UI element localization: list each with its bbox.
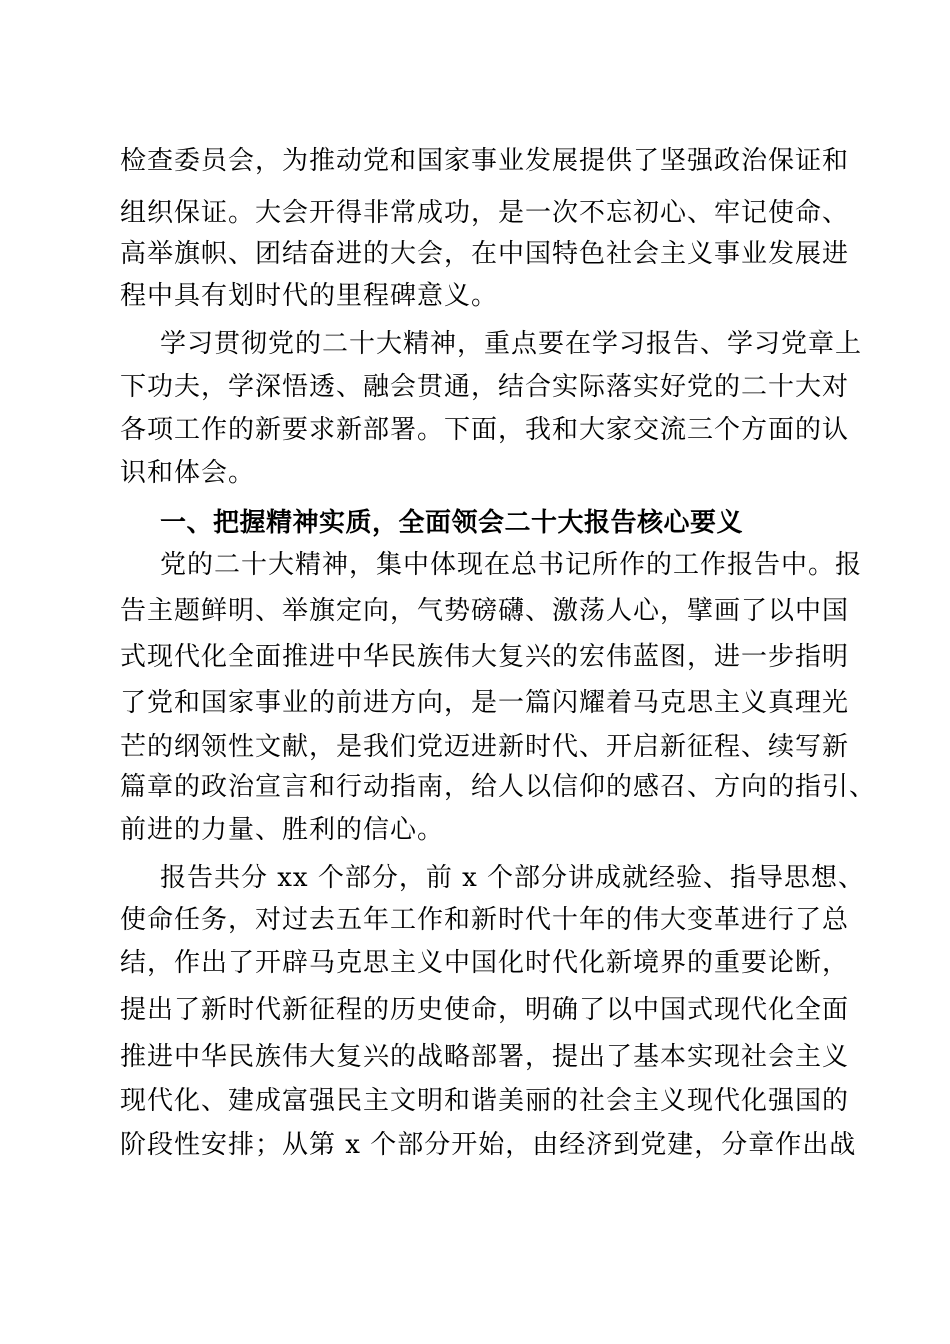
text-line: 阶段性安排；从第 x 个部分开始，由经济到党建，分章作出战 — [120, 1130, 857, 1160]
text-line: 识和体会。 — [120, 458, 256, 488]
text-line: 使命任务，对过去五年工作和新时代十年的伟大变革进行了总 — [120, 905, 850, 935]
text-line: 结，作出了开辟马克思主义中国化时代化新境界的重要论断， — [120, 948, 850, 978]
paragraph-first-line: 党的二十大精神，集中体现在总书记所作的工作报告中。报 — [160, 550, 863, 580]
text-line: 前进的力量、胜利的信心。 — [120, 815, 445, 845]
text-line: 了党和国家事业的前进方向，是一篇闪耀着马克思主义真理光 — [120, 688, 850, 718]
text-line: 各项工作的新要求新部署。下面，我和大家交流三个方面的认 — [120, 415, 850, 445]
text-line: 篇章的政治宣言和行动指南，给人以信仰的感召、方向的指引、 — [120, 772, 877, 802]
text-line: 提出了新时代新征程的历史使命，明确了以中国式现代化全面 — [120, 995, 850, 1025]
text-line: 告主题鲜明、举旗定向，气势磅礴、激荡人心，擘画了以中国 — [120, 596, 850, 626]
text-line: 芒的纲领性文献，是我们党迈进新时代、开启新征程、续写新 — [120, 732, 850, 762]
text-line: 式现代化全面推进中华民族伟大复兴的宏伟蓝图，进一步指明 — [120, 642, 850, 672]
text-line: 程中具有划时代的里程碑意义。 — [120, 281, 499, 311]
paragraph-first-line: 报告共分 xx 个部分，前 x 个部分讲成就经验、指导思想、 — [160, 863, 866, 893]
paragraph-first-line: 学习贯彻党的二十大精神，重点要在学习报告、学习党章上 — [160, 329, 863, 359]
text-line: 检查委员会，为推动党和国家事业发展提供了坚强政治保证和 — [120, 146, 850, 176]
text-line: 现代化、建成富强民主文明和谐美丽的社会主义现代化强国的 — [120, 1086, 850, 1116]
text-line: 推进中华民族伟大复兴的战略部署，提出了基本实现社会主义 — [120, 1042, 850, 1072]
section-heading: 一、把握精神实质，全面领会二十大报告核心要义 — [160, 508, 744, 538]
text-line: 组织保证。大会开得非常成功，是一次不忘初心、牢记使命、 — [120, 198, 850, 228]
text-line: 高举旗帜、团结奋进的大会，在中国特色社会主义事业发展进 — [120, 239, 850, 269]
text-line: 下功夫，学深悟透、融会贯通，结合实际落实好党的二十大对 — [120, 372, 850, 402]
